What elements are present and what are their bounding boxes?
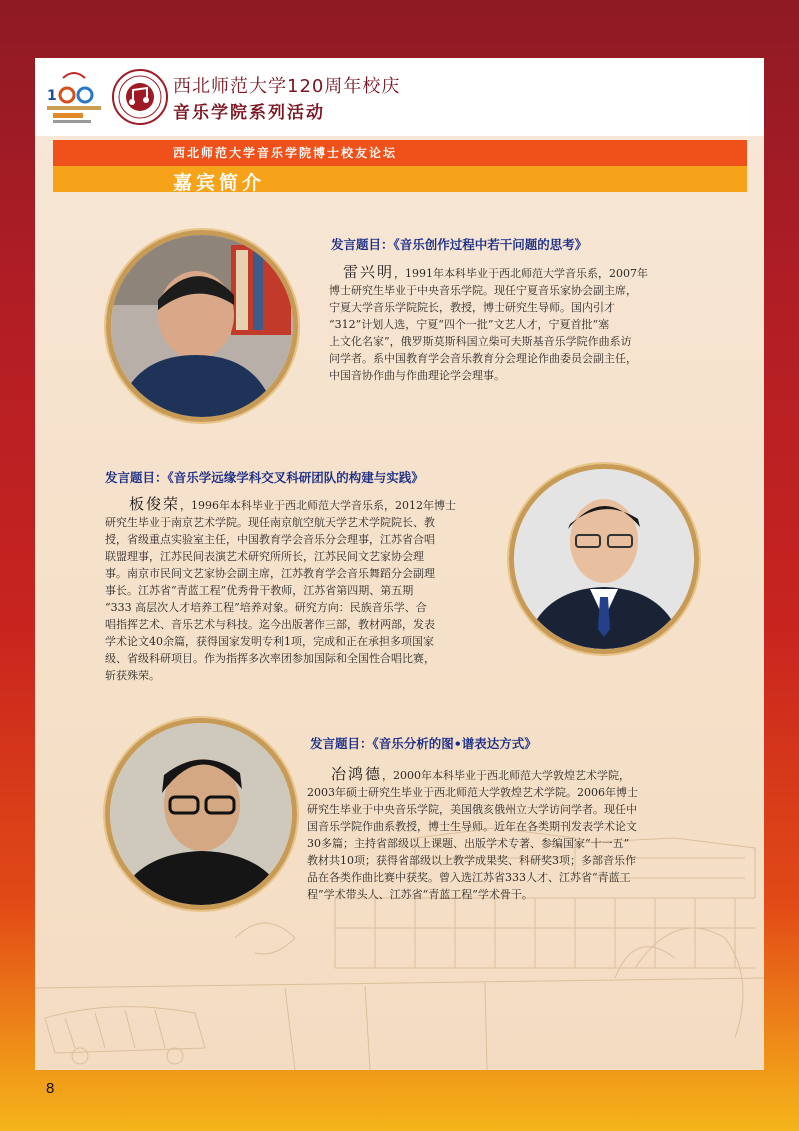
speaker-2-bio: 板俊荣，1996年本科毕业于西北师范大学音乐系，2012年博士 研究生毕业于南京艺术学院。现任南京航空航天学艺术学院院长、教 授，省级重点实验室主任，中国教育学会音乐分会理事，江苏省合唱 联盟理事，江苏民间表演艺术研究所所长，江苏民间文艺家协会理 事。南京市民间文艺家协会副主席，江苏教育学会音乐舞蹈分会副理 事长。江苏省“青蓝工程”优秀骨干教师，江苏省第四期、第五期 “333 高层次人才培养工程”培养对象。研究方向：民族音乐学、合 唱指挥艺术、音乐艺术与科技。迄今出版著作三部，教材两部，发表 学术论文40余篇，获得国家发明专利1项，完成和正在承担多项国家 级、省级科研项目。作为指挥多次率团参加国际和全国性合唱比赛， 斩获殊荣。 <box>105 495 457 682</box>
speaker-3-bio: 冶鸿德，2000年本科毕业于西北师范大学敦煌艺术学院， 2003年硕士研究生毕业于西北师范大学敦煌艺术学院。2006年博士 研究生毕业于中央音乐学院，美国俄亥俄州立大学访问学者。现任中 国音乐学院作曲系教授，博士生导师。近年在各类期刊发表学术论文 30多篇；主持省部级以上课题、出版学术专著、参编国家“十一五” 教材共10项；获得省部级以上教学成果奖、科研奖3项；多部音乐作 品在各类作曲比赛中获奖。曾入选江苏省333人才、江苏省“青蓝工 程”学术带头人、江苏省“青蓝工程”学术骨干。 <box>307 765 638 901</box>
page-sheet <box>35 58 764 1070</box>
svg-text:1: 1 <box>47 88 57 104</box>
speaker-1-photo <box>106 230 298 422</box>
speaker-3-photo <box>105 718 297 910</box>
header-subtitle: 音乐学院系列活动 <box>173 103 325 123</box>
speaker-2-talk-title: 发言题目：《音乐学远缘学科交叉科研团队的构建与实践》 <box>105 470 424 485</box>
anniversary-logo-icon <box>43 68 105 126</box>
speaker-1-talk-title: 发言题目：《音乐创作过程中若干问题的思考》 <box>331 237 588 252</box>
header-title: 西北师范大学120周年校庆 <box>173 76 401 97</box>
university-seal-icon <box>111 68 169 126</box>
portrait-icon <box>514 469 694 649</box>
section-title: 嘉宾简介 <box>173 172 266 194</box>
speaker-2-name: 板俊荣 <box>129 495 181 513</box>
speaker-3-talk-title: 发言题目：《音乐分析的图•谱表达方式》 <box>310 736 537 751</box>
portrait-icon <box>110 723 292 905</box>
section-banner <box>53 140 747 192</box>
portrait-icon <box>111 235 293 417</box>
speaker-1-bio: 雷兴明，1991年本科毕业于西北师范大学音乐系，2007年 博士研究生毕业于中央音乐学院。现任宁夏音乐家协会副主席， 宁夏大学音乐学院院长，教授，博士研究生导师。国内引才 “312”计划人选，宁夏“四个一批”文艺人才，宁夏首批“塞 上文化名家”，俄罗斯莫斯科国立柴可夫斯基音乐学院作曲系访 问学者。系中国教育学会音乐教育分会理论作曲委员会副主任， 中国音协作曲与作曲理论学会理事。 <box>329 263 649 382</box>
speaker-1-name: 雷兴明 <box>343 263 395 281</box>
speaker-3-name: 冶鸿德 <box>331 765 383 783</box>
page-number: 8 <box>46 1080 55 1097</box>
forum-title: 西北师范大学音乐学院博士校友论坛 <box>173 146 398 160</box>
speaker-2-photo <box>509 464 699 654</box>
header-bar <box>35 58 764 136</box>
